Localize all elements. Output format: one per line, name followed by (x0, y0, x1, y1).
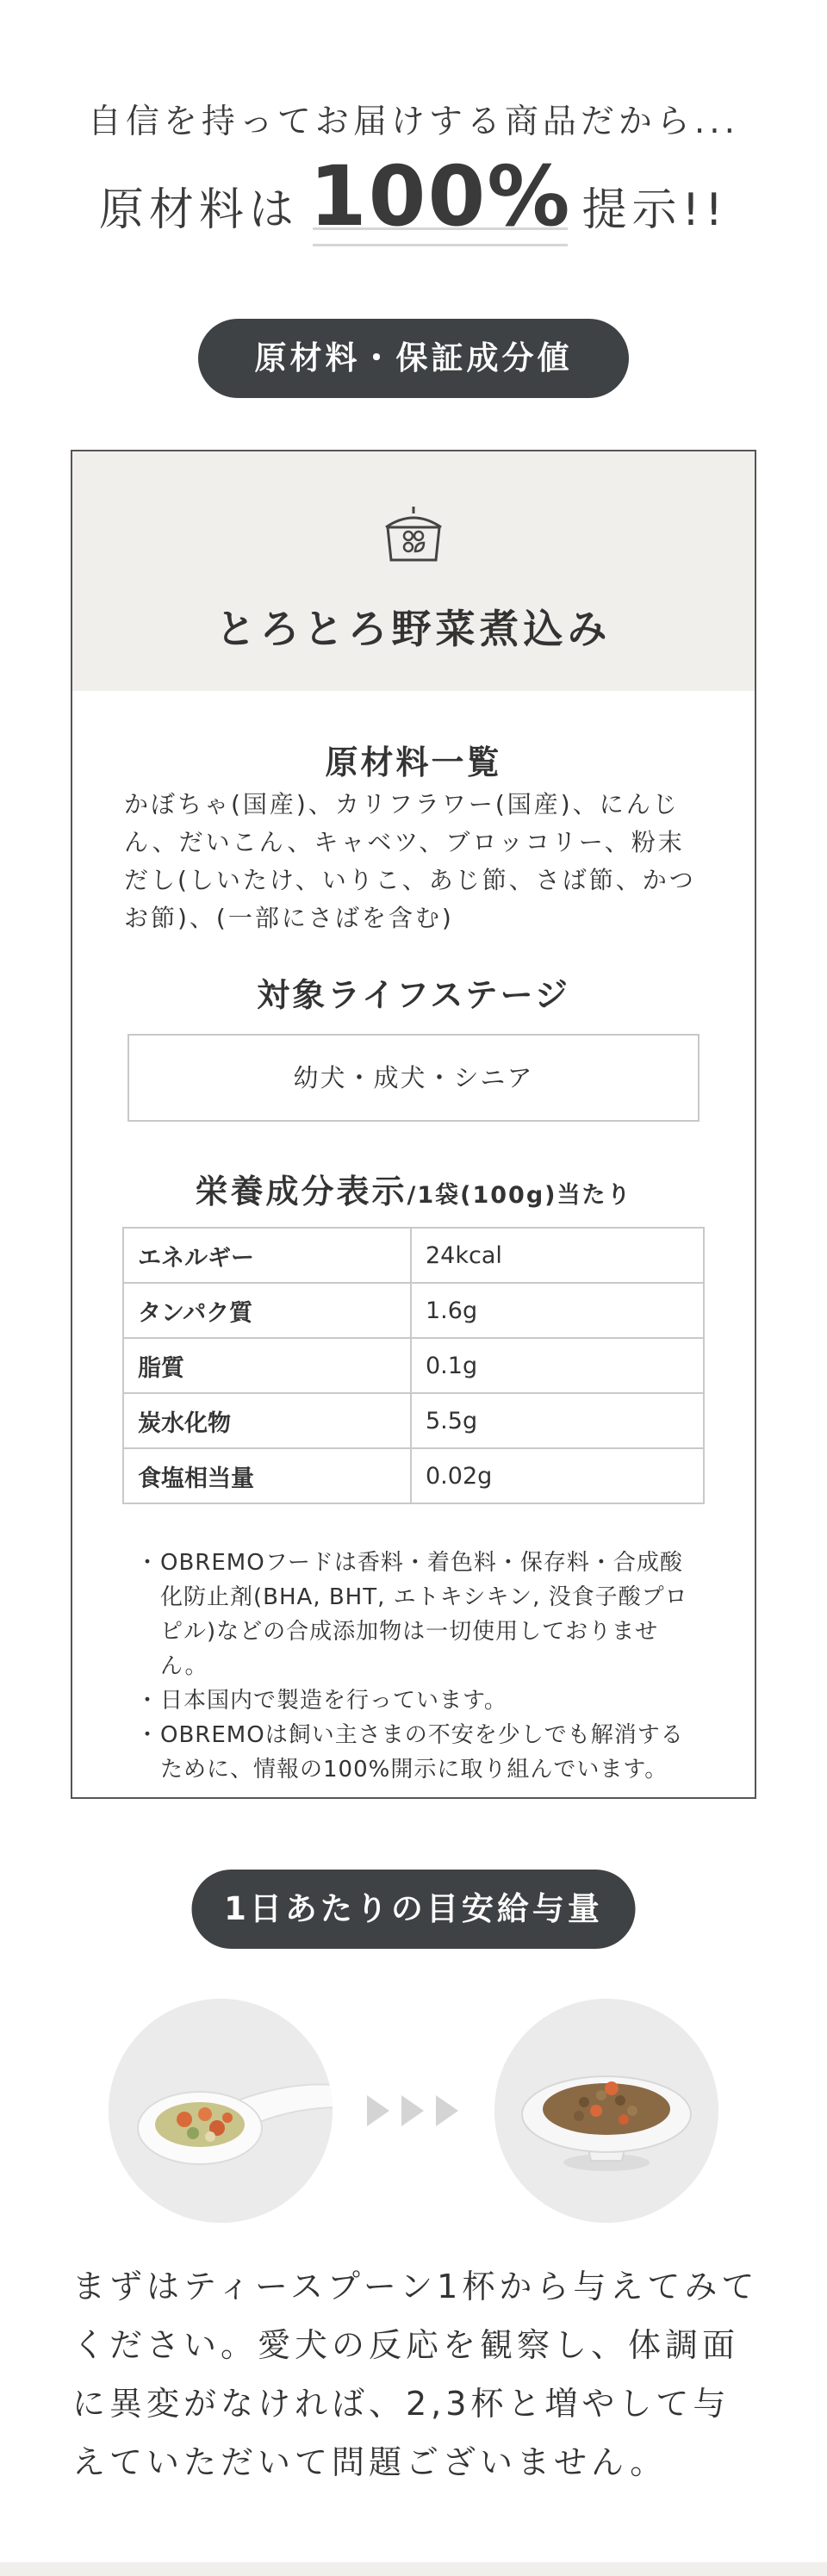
table-row (123, 1393, 704, 1448)
nutrient-name: 食塩相当量 (123, 1448, 411, 1503)
nutrient-name: タンパク質 (123, 1283, 411, 1338)
nutrition-table (122, 1227, 705, 1504)
arrow-icon (364, 2085, 467, 2137)
ingredients-text: かぼちゃ(国産)、カリフラワー(国産)、にんじん、だいこん、キャベツ、ブロッコリー、粉末だし(しいたけ、いりこ、あじ節、さば節、かつお節)、(一部にさばを含む) (124, 790, 696, 932)
table-row (123, 1448, 704, 1503)
bullet: ・ (136, 1688, 160, 1714)
table-row (123, 1338, 704, 1393)
nutrient-name: 炭水化物 (123, 1393, 411, 1448)
intro-headline (0, 148, 827, 246)
table-row (123, 1283, 704, 1338)
nutrient-name: エネルギー (123, 1228, 411, 1283)
headline-suffix: 提示!! (581, 184, 729, 236)
card-header (72, 451, 755, 691)
intro-subtitle: 自信を持ってお届けする商品だから... (87, 103, 740, 141)
nutrition-title (72, 1165, 755, 1212)
nutrition-unit: /1袋(100g)当たり (407, 1182, 632, 1209)
nutrition-title-main: 栄養成分表示 (195, 1173, 407, 1210)
nutrient-value: 0.02g (411, 1448, 704, 1503)
nutrient-name: 脂質 (123, 1338, 411, 1393)
note-text: OBREMOフードは香料・着色料・保存料・合成酸化防止剤(BHA, BHT, エトキシキン, 没食子酸プロピル)などの合成添加物は一切使用しておりません。 (160, 1550, 688, 1679)
nutrient-value: 5.5g (411, 1393, 704, 1448)
nutrient-value: 1.6g (411, 1283, 704, 1338)
feeding-instructions: まずはティースプーン1杯から与えてみてください。愛犬の反応を観察し、体調面に異変がなければ、2,3杯と増やして与えていただいて問題ございません。 (72, 2268, 759, 2481)
bullet: ・ (136, 1722, 160, 1748)
table-row (123, 1228, 704, 1283)
feeding-badge: 1日あたりの目安給与量 (192, 1870, 636, 1949)
nutrient-value: 0.1g (411, 1338, 704, 1393)
note-text: OBREMOは飼い主さまの不安を少しでも解消するために、情報の100%開示に取り組んでいます。 (160, 1722, 684, 1783)
list-item (133, 1683, 701, 1718)
house-icon (379, 503, 448, 565)
ingredients-badge: 原材料・保証成分値 (198, 319, 629, 398)
life-stage-value: 幼犬・成犬・シニア (127, 1034, 700, 1122)
headline-prefix: 原材料は (98, 184, 299, 236)
life-stage-title: 対象ライフステージ (257, 976, 570, 1014)
note-text: 日本国内で製造を行っています。 (160, 1688, 507, 1714)
headline-percent: 100% (308, 148, 572, 245)
list-item (133, 1546, 701, 1683)
nutrient-value: 24kcal (411, 1228, 704, 1283)
bowl-photo (494, 1999, 718, 2223)
bullet: ・ (136, 1550, 160, 1576)
list-item (133, 1718, 701, 1787)
product-card (71, 450, 756, 1799)
notes-list (133, 1546, 701, 1787)
footer-strip (0, 2562, 827, 2576)
spoon-photo (109, 1999, 333, 2223)
product-name: とろとろ野菜煮込み (215, 606, 612, 652)
ingredients-title: 原材料一覧 (325, 744, 502, 781)
